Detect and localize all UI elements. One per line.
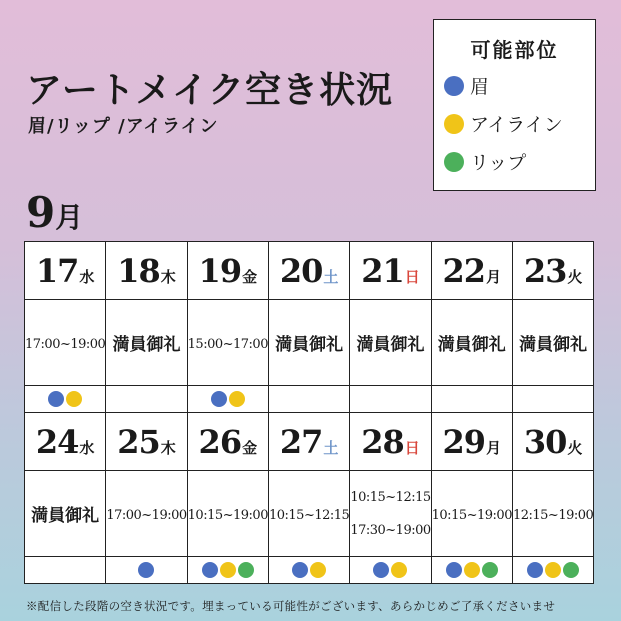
yellow-circle-icon bbox=[545, 562, 561, 578]
day-areas-cell bbox=[431, 386, 512, 413]
day-number: 26 bbox=[198, 422, 242, 461]
day-header-cell bbox=[431, 242, 512, 300]
time-slot-list bbox=[269, 504, 349, 523]
week-slots-row bbox=[25, 471, 594, 557]
day-areas-cell bbox=[431, 557, 512, 584]
blue-circle-icon bbox=[48, 391, 64, 407]
day-header-cell bbox=[25, 413, 106, 471]
month-label bbox=[26, 188, 84, 237]
day-slots-cell bbox=[106, 471, 187, 557]
weekday-label: 金 bbox=[242, 267, 258, 286]
page-subtitle: 眉/リップ /アイライン bbox=[28, 116, 219, 137]
day-header-cell bbox=[25, 242, 106, 300]
time-slot: 12:15~19:00 bbox=[512, 508, 594, 523]
day-slots-cell bbox=[268, 300, 349, 386]
day-header-cell bbox=[106, 242, 187, 300]
time-slot-list bbox=[188, 333, 268, 352]
day-header-cell bbox=[431, 413, 512, 471]
time-slot-list bbox=[513, 504, 593, 523]
day-number: 25 bbox=[117, 422, 160, 461]
time-slot: 10:15~12:15 bbox=[350, 489, 431, 505]
yellow-circle-icon bbox=[229, 391, 245, 407]
weekday-label: 土 bbox=[323, 267, 339, 286]
time-slot: 17:00~19:00 bbox=[25, 337, 106, 352]
day-slots-cell bbox=[187, 471, 268, 557]
fully-booked-label: 満員御礼 bbox=[275, 335, 344, 355]
day-header-cell bbox=[350, 413, 431, 471]
page-title: アートメイク空き状況 bbox=[26, 69, 394, 111]
day-slots-cell bbox=[350, 471, 431, 557]
day-number: 27 bbox=[279, 422, 323, 461]
yellow-circle-icon bbox=[391, 562, 407, 578]
green-circle-icon bbox=[482, 562, 498, 578]
day-number: 24 bbox=[35, 422, 79, 461]
week-header-row bbox=[25, 242, 594, 300]
time-slot: 17:30~19:00 bbox=[350, 522, 431, 538]
day-number: 23 bbox=[523, 251, 567, 290]
yellow-circle-icon bbox=[220, 562, 236, 578]
weekday-label: 金 bbox=[242, 438, 258, 457]
time-slot: 10:15~12:15 bbox=[268, 508, 350, 523]
time-slot-list bbox=[350, 491, 430, 537]
day-areas-cell bbox=[268, 557, 349, 584]
day-number: 18 bbox=[117, 251, 160, 290]
day-areas-cell bbox=[25, 557, 106, 584]
fully-booked-label: 満員御礼 bbox=[112, 335, 181, 355]
weekday-label: 水 bbox=[79, 267, 95, 286]
blue-circle-icon bbox=[211, 391, 227, 407]
legend-label: 眉 bbox=[470, 76, 490, 98]
day-slots-cell bbox=[268, 471, 349, 557]
time-slot: 10:15~19:00 bbox=[187, 508, 268, 523]
day-areas-cell bbox=[512, 386, 593, 413]
time-slot-list bbox=[106, 504, 186, 523]
day-areas-cell bbox=[187, 557, 268, 584]
green-circle-icon bbox=[563, 562, 579, 578]
yellow-circle-icon bbox=[464, 562, 480, 578]
day-number: 30 bbox=[523, 422, 567, 461]
day-header-cell bbox=[268, 413, 349, 471]
day-number: 17 bbox=[35, 251, 79, 290]
footnote: ※配信した段階の空き状況です。埋まっている可能性がございます、あらかじめご了承くださいませ bbox=[26, 599, 556, 613]
weekday-label: 日 bbox=[404, 267, 420, 286]
day-number: 19 bbox=[198, 251, 242, 290]
day-header-cell bbox=[268, 242, 349, 300]
fully-booked-label: 満員御礼 bbox=[437, 335, 506, 355]
day-header-cell bbox=[187, 413, 268, 471]
day-areas-cell bbox=[106, 557, 187, 584]
day-header-cell bbox=[512, 413, 593, 471]
weekday-label: 木 bbox=[160, 267, 176, 286]
weekday-label: 火 bbox=[567, 438, 583, 457]
day-header-cell bbox=[350, 242, 431, 300]
weekday-label: 月 bbox=[486, 267, 502, 286]
yellow-circle-icon bbox=[66, 391, 82, 407]
weekday-label: 土 bbox=[323, 438, 339, 457]
day-slots-cell bbox=[512, 300, 593, 386]
day-slots-cell bbox=[106, 300, 187, 386]
fully-booked-label: 満員御礼 bbox=[519, 335, 588, 355]
week-areas-row bbox=[25, 557, 594, 584]
day-areas-cell bbox=[106, 386, 187, 413]
month-suffix: 月 bbox=[55, 201, 84, 234]
month-number: 9 bbox=[26, 188, 56, 237]
fully-booked-label: 満員御礼 bbox=[356, 335, 425, 355]
day-slots-cell bbox=[512, 471, 593, 557]
legend-box bbox=[433, 19, 596, 191]
yellow-circle-icon bbox=[310, 562, 326, 578]
time-slot: 17:00~19:00 bbox=[106, 508, 187, 523]
day-areas-cell bbox=[350, 557, 431, 584]
weekday-label: 火 bbox=[567, 267, 583, 286]
day-header-cell bbox=[512, 242, 593, 300]
time-slot-list bbox=[25, 333, 105, 352]
blue-circle-icon bbox=[446, 562, 462, 578]
day-areas-cell bbox=[268, 386, 349, 413]
day-slots-cell bbox=[431, 300, 512, 386]
legend-item-eyeliner bbox=[444, 110, 563, 137]
legend-item-lip bbox=[444, 148, 526, 175]
legend-label: アイライン bbox=[470, 114, 563, 136]
day-number: 28 bbox=[361, 422, 404, 461]
blue-circle-icon bbox=[138, 562, 154, 578]
blue-circle-icon bbox=[527, 562, 543, 578]
day-areas-cell bbox=[25, 386, 106, 413]
blue-circle-icon bbox=[444, 76, 464, 96]
time-slot: 15:00~17:00 bbox=[187, 337, 268, 352]
weekday-label: 日 bbox=[404, 438, 420, 457]
day-slots-cell bbox=[25, 300, 106, 386]
day-areas-cell bbox=[512, 557, 593, 584]
fully-booked-label: 満員御礼 bbox=[31, 506, 100, 526]
week-areas-row bbox=[25, 386, 594, 413]
legend-item-eyebrow bbox=[444, 72, 489, 99]
time-slot-list bbox=[432, 504, 512, 523]
day-number: 20 bbox=[279, 251, 323, 290]
day-header-cell bbox=[106, 413, 187, 471]
yellow-circle-icon bbox=[444, 114, 464, 134]
day-slots-cell bbox=[187, 300, 268, 386]
day-areas-cell bbox=[350, 386, 431, 413]
green-circle-icon bbox=[444, 152, 464, 172]
blue-circle-icon bbox=[373, 562, 389, 578]
week-header-row bbox=[25, 413, 594, 471]
time-slot: 10:15~19:00 bbox=[431, 508, 512, 523]
day-areas-cell bbox=[187, 386, 268, 413]
week-slots-row bbox=[25, 300, 594, 386]
day-header-cell bbox=[187, 242, 268, 300]
blue-circle-icon bbox=[292, 562, 308, 578]
time-slot-list bbox=[188, 504, 268, 523]
day-slots-cell bbox=[25, 471, 106, 557]
weekday-label: 木 bbox=[160, 438, 176, 457]
blue-circle-icon bbox=[202, 562, 218, 578]
legend-title: 可能部位 bbox=[470, 38, 559, 62]
weekday-label: 月 bbox=[486, 438, 502, 457]
day-slots-cell bbox=[350, 300, 431, 386]
day-slots-cell bbox=[431, 471, 512, 557]
day-number: 29 bbox=[442, 422, 486, 461]
weekday-label: 水 bbox=[79, 438, 95, 457]
legend-label: リップ bbox=[470, 152, 527, 174]
day-number: 21 bbox=[361, 251, 404, 290]
availability-calendar bbox=[24, 241, 594, 584]
day-number: 22 bbox=[442, 251, 486, 290]
green-circle-icon bbox=[238, 562, 254, 578]
